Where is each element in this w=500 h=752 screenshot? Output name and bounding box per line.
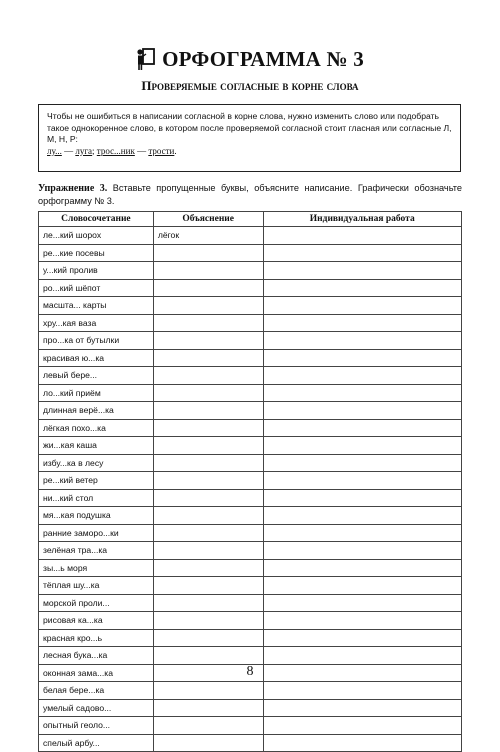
explanation-cell[interactable] — [153, 629, 263, 647]
individual-work-cell[interactable] — [263, 734, 462, 752]
individual-work-cell[interactable] — [263, 279, 462, 297]
table-row — [39, 314, 462, 332]
explanation-cell[interactable] — [153, 402, 263, 420]
explanation-cell[interactable] — [153, 472, 263, 490]
individual-work-cell[interactable] — [263, 244, 462, 262]
table-row — [39, 524, 462, 542]
explanation-cell[interactable] — [153, 454, 263, 472]
example-check-word: луга — [75, 145, 93, 156]
individual-work-cell[interactable] — [263, 489, 462, 507]
table-row — [39, 682, 462, 700]
rule-box — [38, 104, 461, 172]
phrase-cell: ре...кие посевы — [39, 244, 154, 262]
phrase-cell: тёплая шу...ка — [39, 577, 154, 595]
explanation-cell[interactable] — [153, 699, 263, 717]
individual-work-cell[interactable] — [263, 454, 462, 472]
explanation-cell[interactable] — [153, 297, 263, 315]
phrase-cell: зы...ь моря — [39, 559, 154, 577]
explanation-cell[interactable] — [153, 734, 263, 752]
table-row — [39, 384, 462, 402]
individual-work-cell[interactable] — [263, 367, 462, 385]
table-row — [39, 629, 462, 647]
example-word: трос...ник — [96, 145, 135, 156]
table-row — [39, 437, 462, 455]
table-header-row — [39, 212, 462, 227]
individual-work-cell[interactable] — [263, 594, 462, 612]
table-row — [39, 402, 462, 420]
page-title: ОРФОГРАММА № 3 — [162, 46, 364, 71]
phrase-cell: ни...кий стол — [39, 489, 154, 507]
explanation-cell[interactable] — [153, 437, 263, 455]
phrase-cell: левый бере... — [39, 367, 154, 385]
phrase-cell: длинная верё...ка — [39, 402, 154, 420]
phrase-cell: ранние заморо...ки — [39, 524, 154, 542]
explanation-cell[interactable] — [153, 524, 263, 542]
individual-work-cell[interactable] — [263, 507, 462, 525]
phrase-cell: красная кро...ь — [39, 629, 154, 647]
phrase-cell: у...кий пролив — [39, 262, 154, 280]
table-row — [39, 647, 462, 665]
exercise-text: Вставьте пропущенные буквы, объясните написание. Графически обозначьте орфограмму № 3. — [38, 183, 462, 206]
explanation-cell[interactable] — [153, 507, 263, 525]
individual-work-cell[interactable] — [263, 647, 462, 665]
individual-work-cell[interactable] — [263, 559, 462, 577]
phrase-cell: мя...кая подушка — [39, 507, 154, 525]
individual-work-cell[interactable] — [263, 262, 462, 280]
table-row — [39, 612, 462, 630]
phrase-cell: ре...кий ветер — [39, 472, 154, 490]
individual-work-cell[interactable] — [263, 437, 462, 455]
explanation-cell[interactable]: лёгок — [153, 227, 263, 245]
phrase-cell: оконная зама...ка — [39, 664, 154, 682]
column-header-individual-work: Индивидуальная работа — [263, 212, 462, 227]
rule-text: Чтобы не ошибиться в написании согласной в корне слова, нужно изменить слово или подобрать такое однокоренное слово, в котором после проверяемой согласной стоит гласная или согласные Л, М, Н, Р: — [47, 111, 452, 144]
individual-work-cell[interactable] — [263, 384, 462, 402]
table-row — [39, 332, 462, 350]
phrase-cell: зелёная тра...ка — [39, 542, 154, 560]
phrase-cell: белая бере...ка — [39, 682, 154, 700]
phrase-cell: опытный геоло... — [39, 717, 154, 735]
phrase-cell: про...ка от бутылки — [39, 332, 154, 350]
individual-work-cell[interactable] — [263, 612, 462, 630]
table-row — [39, 419, 462, 437]
phrase-cell: рисовая ка...ка — [39, 612, 154, 630]
explanation-cell[interactable] — [153, 577, 263, 595]
table-row — [39, 559, 462, 577]
table-row — [39, 542, 462, 560]
table-row — [39, 262, 462, 280]
table-row — [39, 279, 462, 297]
explanation-cell[interactable] — [153, 349, 263, 367]
page-subtitle: Проверяемые согласные в корне слова — [141, 78, 359, 93]
explanation-cell[interactable] — [153, 717, 263, 735]
phrase-cell: спелый арбу... — [39, 734, 154, 752]
explanation-cell[interactable] — [153, 489, 263, 507]
phrase-cell: красивая ю...ка — [39, 349, 154, 367]
teacher-at-board-icon — [136, 47, 156, 71]
individual-work-cell[interactable] — [263, 349, 462, 367]
exercise-instructions — [38, 182, 462, 207]
table-row — [39, 367, 462, 385]
individual-work-cell[interactable] — [263, 577, 462, 595]
table-row — [39, 699, 462, 717]
title-row — [0, 44, 500, 74]
individual-work-cell[interactable] — [263, 717, 462, 735]
individual-work-cell[interactable] — [263, 524, 462, 542]
individual-work-cell[interactable] — [263, 227, 462, 245]
column-header-explanation: Объяснение — [153, 212, 263, 227]
explanation-cell[interactable] — [153, 332, 263, 350]
exercise-label: Упражнение 3. — [38, 183, 108, 194]
explanation-cell[interactable] — [153, 612, 263, 630]
explanation-cell[interactable] — [153, 279, 263, 297]
table-row — [39, 594, 462, 612]
explanation-cell[interactable] — [153, 542, 263, 560]
individual-work-cell[interactable] — [263, 402, 462, 420]
explanation-cell[interactable] — [153, 244, 263, 262]
explanation-cell[interactable] — [153, 314, 263, 332]
table-row — [39, 489, 462, 507]
individual-work-cell[interactable] — [263, 699, 462, 717]
phrase-cell: умелый садово... — [39, 699, 154, 717]
explanation-cell[interactable] — [153, 559, 263, 577]
explanation-cell[interactable] — [153, 262, 263, 280]
individual-work-cell[interactable] — [263, 419, 462, 437]
individual-work-cell[interactable] — [263, 314, 462, 332]
example-word: лу... — [47, 145, 62, 156]
phrase-cell: морской проли... — [39, 594, 154, 612]
example-check-word: трости — [148, 145, 175, 156]
individual-work-cell[interactable] — [263, 682, 462, 700]
explanation-cell[interactable] — [153, 419, 263, 437]
table-row — [39, 297, 462, 315]
explanation-cell[interactable] — [153, 367, 263, 385]
explanation-cell[interactable] — [153, 594, 263, 612]
phrase-cell: ле...кий шорох — [39, 227, 154, 245]
page-number: 8 — [246, 664, 254, 679]
phrase-cell: ро...кий шёпот — [39, 279, 154, 297]
table-row — [39, 244, 462, 262]
phrase-cell: жи...кая каша — [39, 437, 154, 455]
table-row — [39, 349, 462, 367]
phrase-cell: масшта... карты — [39, 297, 154, 315]
table-row — [39, 507, 462, 525]
individual-work-cell[interactable] — [263, 542, 462, 560]
individual-work-cell[interactable] — [263, 297, 462, 315]
phrase-cell: лёгкая похо...ка — [39, 419, 154, 437]
rule-examples: лу... — луга; трос...ник — трости. — [47, 145, 177, 156]
phrase-cell: лесная бука...ка — [39, 647, 154, 665]
phrase-cell: хру...кая ваза — [39, 314, 154, 332]
phrase-cell: ло...кий приём — [39, 384, 154, 402]
table-row — [39, 454, 462, 472]
explanation-cell[interactable] — [153, 647, 263, 665]
explanation-cell[interactable] — [153, 384, 263, 402]
table-row — [39, 227, 462, 245]
individual-work-cell[interactable] — [263, 472, 462, 490]
table-row — [39, 717, 462, 735]
table-row — [39, 734, 462, 752]
individual-work-cell[interactable] — [263, 629, 462, 647]
table-row — [39, 577, 462, 595]
individual-work-cell[interactable] — [263, 332, 462, 350]
explanation-cell[interactable] — [153, 682, 263, 700]
column-header-phrase: Словосочетание — [39, 212, 154, 227]
table-row — [39, 472, 462, 490]
phrase-cell: избу...ка в лесу — [39, 454, 154, 472]
